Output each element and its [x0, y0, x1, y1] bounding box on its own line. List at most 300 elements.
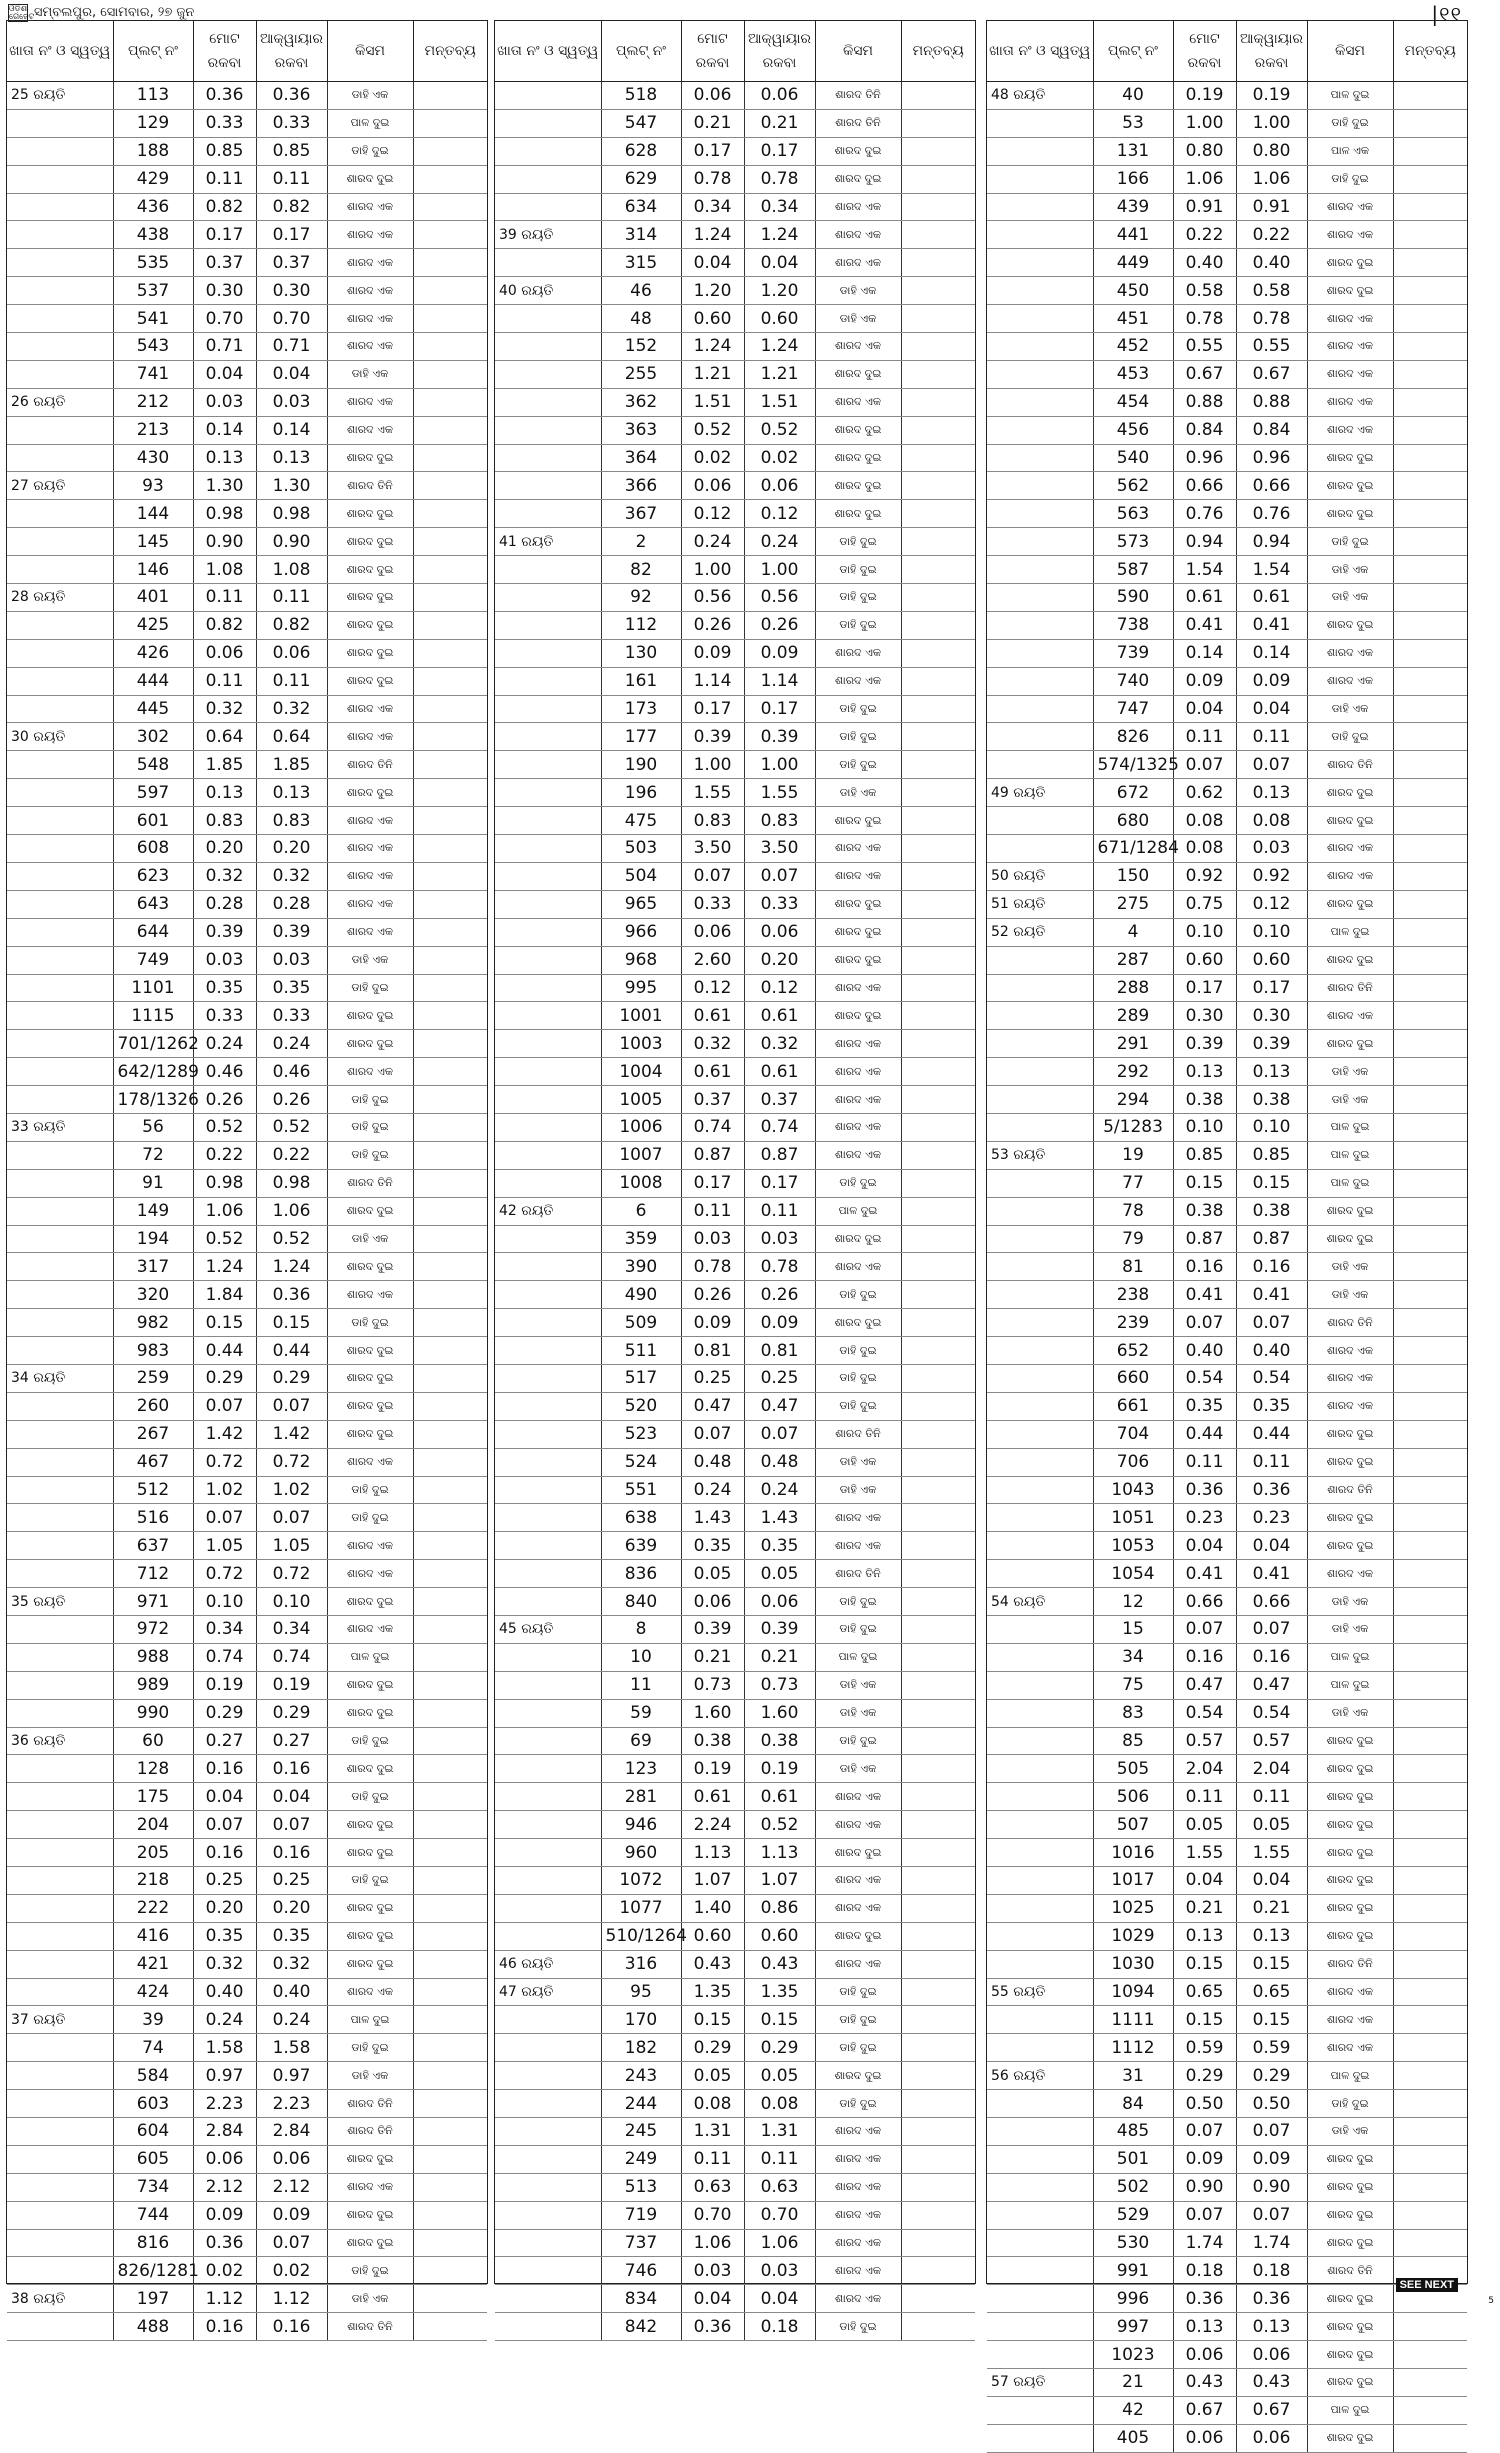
total-area-cell: 0.11: [193, 165, 256, 193]
plot-cell: 259: [113, 1364, 193, 1392]
remarks-cell: [901, 1755, 975, 1783]
table-row: [987, 1699, 1467, 1727]
account-cell: [987, 277, 1093, 305]
acquired-area-cell: 1.31: [744, 2118, 815, 2146]
total-area-cell: 0.67: [1173, 2396, 1236, 2424]
account-cell: 35 ରୟତି: [7, 1588, 113, 1616]
plot-cell: 60: [113, 1727, 193, 1755]
total-area-cell: 0.78: [681, 165, 744, 193]
total-area-cell: 0.36: [1173, 1476, 1236, 1504]
total-area-cell: 0.60: [681, 1922, 744, 1950]
account-cell: [7, 946, 113, 974]
remarks-cell: [901, 1420, 975, 1448]
remarks-cell: [413, 221, 487, 249]
table-row: [7, 723, 487, 751]
kind-cell: ଡାହି ଦୁଇ: [1307, 528, 1393, 556]
plot-cell: 291: [1093, 1030, 1173, 1058]
table-row: [495, 1448, 975, 1476]
remarks-cell: [413, 1727, 487, 1755]
table-row: [495, 1894, 975, 1922]
total-area-cell: 0.06: [1173, 2341, 1236, 2369]
table-row: [495, 946, 975, 974]
plot-cell: 1017: [1093, 1867, 1173, 1895]
account-cell: [495, 1671, 601, 1699]
total-area-cell: 0.50: [1173, 2090, 1236, 2118]
remarks-cell: [413, 360, 487, 388]
remarks-cell: [901, 109, 975, 137]
acquired-area-cell: 1.21: [744, 360, 815, 388]
total-area-cell: 1.14: [681, 667, 744, 695]
table-row: [495, 1532, 975, 1560]
account-cell: [7, 611, 113, 639]
remarks-cell: [1393, 221, 1467, 249]
acquired-area-cell: 0.65: [1236, 1978, 1307, 2006]
table-row: [7, 2006, 487, 2034]
total-area-cell: 0.29: [1173, 2062, 1236, 2090]
kind-cell: ଶାରଦ ଏକ: [327, 193, 413, 221]
acquired-area-cell: 0.67: [1236, 360, 1307, 388]
acquired-area-cell: 0.32: [256, 862, 327, 890]
table-row: [7, 221, 487, 249]
acquired-area-cell: 1.85: [256, 751, 327, 779]
kind-cell: ଡାହି ଦୁଇ: [327, 1141, 413, 1169]
acquired-area-cell: 1.42: [256, 1420, 327, 1448]
total-area-cell: 1.30: [193, 472, 256, 500]
total-area-cell: 0.47: [1173, 1671, 1236, 1699]
total-area-cell: 0.27: [193, 1727, 256, 1755]
acquired-area-cell: 0.35: [256, 974, 327, 1002]
acquired-area-cell: 0.10: [256, 1588, 327, 1616]
total-area-cell: 0.54: [1173, 1699, 1236, 1727]
remarks-cell: [413, 807, 487, 835]
col-header-kind: କିସମ: [1307, 21, 1393, 82]
total-area-cell: 1.54: [1173, 556, 1236, 584]
total-area-cell: 0.08: [1173, 835, 1236, 863]
account-cell: [7, 2034, 113, 2062]
kind-cell: ଶାରଦ ଦୁଇ: [815, 807, 901, 835]
kind-cell: ପାଳ ଦୁଇ: [1307, 1141, 1393, 1169]
plot-cell: 177: [601, 723, 681, 751]
kind-cell: ଶାରଦ ଦୁଇ: [327, 1253, 413, 1281]
total-area-cell: 0.10: [1173, 1113, 1236, 1141]
kind-cell: ଡାହି ଏକ: [327, 2285, 413, 2313]
acquired-area-cell: 0.09: [256, 2201, 327, 2229]
kind-cell: ଶାରଦ ଦୁଇ: [815, 946, 901, 974]
table-row: [495, 1699, 975, 1727]
kind-cell: ଶାରଦ ଏକ: [327, 862, 413, 890]
kind-cell: ଶାରଦ ଦୁଇ: [327, 500, 413, 528]
acquired-area-cell: 0.70: [256, 305, 327, 333]
table-row: [7, 1783, 487, 1811]
plot-cell: 243: [601, 2062, 681, 2090]
plot-cell: 997: [1093, 2313, 1173, 2341]
account-cell: [987, 1867, 1093, 1895]
kind-cell: ଶାରଦ ଦୁଇ: [815, 360, 901, 388]
account-cell: [987, 2313, 1093, 2341]
table-row: [7, 611, 487, 639]
remarks-cell: [1393, 1643, 1467, 1671]
total-area-cell: 0.58: [1173, 277, 1236, 305]
plot-cell: 1077: [601, 1894, 681, 1922]
table-row: [7, 2173, 487, 2201]
acquired-area-cell: 2.84: [256, 2118, 327, 2146]
account-cell: [7, 1392, 113, 1420]
acquired-area-cell: 0.80: [1236, 137, 1307, 165]
plot-cell: 1004: [601, 1058, 681, 1086]
plot-cell: 1001: [601, 1002, 681, 1030]
kind-cell: ଶାରଦ ଦୁଇ: [327, 1392, 413, 1420]
remarks-cell: [1393, 1783, 1467, 1811]
account-cell: 39 ରୟତି: [495, 221, 601, 249]
account-cell: [7, 2173, 113, 2201]
remarks-cell: [901, 1783, 975, 1811]
plot-cell: 749: [113, 946, 193, 974]
total-area-cell: 0.32: [193, 1950, 256, 1978]
total-area-cell: 0.64: [193, 723, 256, 751]
acquired-area-cell: 0.44: [1236, 1420, 1307, 1448]
total-area-cell: 1.60: [681, 1699, 744, 1727]
remarks-cell: [413, 1225, 487, 1253]
acquired-area-cell: 0.52: [256, 1225, 327, 1253]
kind-cell: ଶାରଦ ଦୁଇ: [1307, 2145, 1393, 2173]
account-cell: [495, 918, 601, 946]
table-row: [7, 277, 487, 305]
acquired-area-cell: 1.24: [744, 333, 815, 361]
total-area-cell: 0.46: [193, 1058, 256, 1086]
acquired-area-cell: 0.11: [744, 2145, 815, 2173]
account-cell: [495, 1309, 601, 1337]
plot-cell: 441: [1093, 221, 1173, 249]
kind-cell: ଶାରଦ ତିନି: [1307, 1309, 1393, 1337]
account-cell: [7, 862, 113, 890]
account-cell: [7, 667, 113, 695]
account-cell: [987, 807, 1093, 835]
total-area-cell: 0.25: [681, 1364, 744, 1392]
remarks-cell: [1393, 2229, 1467, 2257]
acquired-area-cell: 0.40: [1236, 249, 1307, 277]
table-row: [987, 1783, 1467, 1811]
account-cell: [987, 835, 1093, 863]
table-row: [495, 305, 975, 333]
remarks-cell: [901, 1699, 975, 1727]
table-row: [987, 1504, 1467, 1532]
table-row: [495, 1783, 975, 1811]
kind-cell: ଶାରଦ ଦୁଇ: [815, 472, 901, 500]
kind-cell: ଶାରଦ ଏକ: [327, 1615, 413, 1643]
kind-cell: ଡାହି ଦୁଇ: [327, 1476, 413, 1504]
acquired-area-cell: 0.32: [744, 1030, 815, 1058]
total-area-cell: 1.12: [193, 2285, 256, 2313]
account-cell: [987, 1671, 1093, 1699]
table-row: [495, 862, 975, 890]
acquired-area-cell: 0.04: [744, 249, 815, 277]
total-area-cell: 0.71: [193, 333, 256, 361]
plot-cell: 166: [1093, 165, 1173, 193]
acquired-area-cell: 0.36: [1236, 1476, 1307, 1504]
total-area-cell: 0.60: [681, 305, 744, 333]
account-cell: 56 ରୟତି: [987, 2062, 1093, 2090]
plot-cell: 292: [1093, 1058, 1173, 1086]
account-cell: [495, 472, 601, 500]
table-row: [987, 1727, 1467, 1755]
table-row: [7, 388, 487, 416]
plot-cell: 31: [1093, 2062, 1173, 2090]
total-area-cell: 0.06: [681, 1588, 744, 1616]
account-cell: [495, 1532, 601, 1560]
plot-cell: 46: [601, 277, 681, 305]
remarks-cell: [1393, 779, 1467, 807]
kind-cell: ଶାରଦ ଏକ: [815, 1113, 901, 1141]
table-row: [7, 1978, 487, 2006]
acquired-area-cell: 0.19: [744, 1755, 815, 1783]
plot-cell: 608: [113, 835, 193, 863]
plot-cell: 551: [601, 1476, 681, 1504]
remarks-cell: [413, 1811, 487, 1839]
account-cell: [7, 1030, 113, 1058]
acquired-area-cell: 0.63: [744, 2173, 815, 2201]
acquired-area-cell: 0.84: [1236, 416, 1307, 444]
account-cell: [7, 528, 113, 556]
total-area-cell: 0.15: [1173, 1169, 1236, 1197]
kind-cell: ଶାରଦ ଦୁଇ: [327, 1420, 413, 1448]
kind-cell: ଶାରଦ ତିନି: [815, 1560, 901, 1588]
kind-cell: ଶାରଦ ଦୁଇ: [327, 1811, 413, 1839]
acquired-area-cell: 0.96: [1236, 444, 1307, 472]
remarks-cell: [901, 2006, 975, 2034]
table-row: [7, 82, 487, 110]
remarks-cell: [1393, 1225, 1467, 1253]
kind-cell: ଶାରଦ ଏକ: [815, 2201, 901, 2229]
total-area-cell: 0.09: [681, 1309, 744, 1337]
table-row: [495, 2145, 975, 2173]
remarks-cell: [413, 1755, 487, 1783]
plot-cell: 590: [1093, 584, 1173, 612]
remarks-cell: [413, 1615, 487, 1643]
acquired-area-cell: 0.72: [256, 1448, 327, 1476]
kind-cell: ଡାହି ଦୁଇ: [1307, 723, 1393, 751]
kind-cell: ଡାହି ଏକ: [815, 1476, 901, 1504]
plot-cell: 152: [601, 333, 681, 361]
total-area-cell: 0.43: [681, 1950, 744, 1978]
acquired-area-cell: 1.06: [744, 2229, 815, 2257]
table-row: [495, 667, 975, 695]
account-cell: [987, 2396, 1093, 2424]
acquired-area-cell: 1.06: [1236, 165, 1307, 193]
table-row: [495, 1141, 975, 1169]
plot-cell: 511: [601, 1337, 681, 1365]
table-row: [7, 890, 487, 918]
account-cell: [987, 137, 1093, 165]
plot-cell: 530: [1093, 2229, 1173, 2257]
account-cell: [987, 1309, 1093, 1337]
acquired-area-cell: 0.61: [1236, 584, 1307, 612]
total-area-cell: 0.14: [1173, 639, 1236, 667]
plot-cell: 69: [601, 1727, 681, 1755]
table-row: [7, 1867, 487, 1895]
plot-cell: 503: [601, 835, 681, 863]
remarks-cell: [1393, 2341, 1467, 2369]
account-cell: [495, 82, 601, 110]
total-area-cell: 0.04: [1173, 1532, 1236, 1560]
total-area-cell: 0.43: [1173, 2369, 1236, 2397]
kind-cell: ଡାହି ଏକ: [1307, 1253, 1393, 1281]
kind-cell: ଡାହି ଦୁଇ: [815, 611, 901, 639]
kind-cell: ଡାହି ଏକ: [1307, 1615, 1393, 1643]
table-row: [495, 1086, 975, 1114]
acquired-area-cell: 0.41: [1236, 1281, 1307, 1309]
plot-cell: 741: [113, 360, 193, 388]
plot-cell: 454: [1093, 388, 1173, 416]
table-row: [7, 1337, 487, 1365]
table-row: [987, 1839, 1467, 1867]
total-area-cell: 0.04: [193, 1783, 256, 1811]
acquired-area-cell: 0.87: [1236, 1225, 1307, 1253]
table-row: [495, 2090, 975, 2118]
account-cell: [495, 1448, 601, 1476]
total-area-cell: 0.36: [1173, 2285, 1236, 2313]
kind-cell: ପାଳ ଦୁଇ: [1307, 2396, 1393, 2424]
remarks-cell: [901, 835, 975, 863]
acquired-area-cell: 0.66: [1236, 1588, 1307, 1616]
acquired-area-cell: 0.07: [1236, 1309, 1307, 1337]
table-row: [7, 946, 487, 974]
acquired-area-cell: 0.98: [256, 500, 327, 528]
plot-cell: 92: [601, 584, 681, 612]
account-cell: [987, 1392, 1093, 1420]
kind-cell: ଶାରଦ ଏକ: [327, 890, 413, 918]
kind-cell: ଶାରଦ ଦୁଇ: [815, 1225, 901, 1253]
total-area-cell: 1.24: [193, 1253, 256, 1281]
acquired-area-cell: 0.74: [256, 1643, 327, 1671]
plot-cell: 178/1326: [113, 1086, 193, 1114]
kind-cell: ଶାରଦ ଏକ: [327, 1058, 413, 1086]
account-cell: [7, 1002, 113, 1030]
account-cell: [7, 1950, 113, 1978]
kind-cell: ଶାରଦ ଦୁଇ: [327, 1699, 413, 1727]
acquired-area-cell: 0.27: [256, 1727, 327, 1755]
table-row: [495, 1476, 975, 1504]
table-row: [987, 82, 1467, 110]
total-area-cell: 0.34: [193, 1615, 256, 1643]
plot-cell: 1023: [1093, 2341, 1173, 2369]
kind-cell: ଶାରଦ ଏକ: [815, 193, 901, 221]
account-cell: [7, 221, 113, 249]
col-header-account: ଖାତା ନଂ ଓ ସ୍ୱତ୍ୱ: [7, 21, 113, 82]
plot-cell: 991: [1093, 2257, 1173, 2285]
plot-cell: 1006: [601, 1113, 681, 1141]
plot-cell: 990: [113, 1699, 193, 1727]
total-area-cell: 0.13: [1173, 2313, 1236, 2341]
account-cell: [987, 946, 1093, 974]
account-cell: [7, 444, 113, 472]
account-cell: 52 ରୟତି: [987, 918, 1093, 946]
acquired-area-cell: 0.92: [1236, 862, 1307, 890]
table-row: [495, 1615, 975, 1643]
plot-cell: 842: [601, 2313, 681, 2341]
acquired-area-cell: 0.39: [256, 918, 327, 946]
plot-cell: 449: [1093, 249, 1173, 277]
remarks-cell: [1393, 416, 1467, 444]
total-area-cell: 1.84: [193, 1281, 256, 1309]
account-cell: [987, 165, 1093, 193]
kind-cell: ଶାରଦ ଦୁଇ: [1307, 1783, 1393, 1811]
total-area-cell: 0.40: [193, 1978, 256, 2006]
total-area-cell: 0.66: [1173, 472, 1236, 500]
total-area-cell: 0.81: [681, 1337, 744, 1365]
kind-cell: ଶାରଦ ଏକ: [1307, 1337, 1393, 1365]
acquired-area-cell: 0.41: [1236, 1560, 1307, 1588]
kind-cell: ଶାରଦ ଦୁଇ: [1307, 1755, 1393, 1783]
acquired-area-cell: 0.85: [1236, 1141, 1307, 1169]
acquired-area-cell: 0.09: [744, 1309, 815, 1337]
acquired-area-cell: 0.56: [744, 584, 815, 612]
land-table: [495, 21, 975, 2341]
plot-cell: 513: [601, 2173, 681, 2201]
remarks-cell: [413, 1588, 487, 1616]
kind-cell: ଶାରଦ ଦୁଇ: [1307, 1811, 1393, 1839]
table-row: [495, 109, 975, 137]
table-row: [495, 1253, 975, 1281]
account-cell: [7, 360, 113, 388]
account-cell: 53 ରୟତି: [987, 1141, 1093, 1169]
acquired-area-cell: 0.07: [256, 2229, 327, 2257]
remarks-cell: [413, 1030, 487, 1058]
table-row: [7, 249, 487, 277]
col-header-acquired-area: ଆକ୍ୱାୟାର ରକବା: [256, 21, 327, 82]
total-area-cell: 0.07: [681, 862, 744, 890]
remarks-cell: [413, 1253, 487, 1281]
plot-cell: 505: [1093, 1755, 1173, 1783]
remarks-cell: [413, 835, 487, 863]
kind-cell: ଶାରଦ ଦୁଇ: [1307, 1197, 1393, 1225]
kind-cell: ଡାହି ଏକ: [1307, 584, 1393, 612]
kind-cell: ଶାରଦ ଏକ: [1307, 667, 1393, 695]
table-row: [987, 2396, 1467, 2424]
account-cell: [495, 695, 601, 723]
acquired-area-cell: 0.07: [1236, 1615, 1307, 1643]
kind-cell: ଶାରଦ ଦୁଇ: [1307, 2424, 1393, 2452]
kind-cell: ଶାରଦ ଏକ: [327, 723, 413, 751]
plot-cell: 363: [601, 416, 681, 444]
total-area-cell: 0.63: [681, 2173, 744, 2201]
acquired-area-cell: 0.29: [744, 2034, 815, 2062]
remarks-cell: [1393, 360, 1467, 388]
total-area-cell: 1.40: [681, 1894, 744, 1922]
acquired-area-cell: 0.03: [744, 2257, 815, 2285]
table-row: [495, 1002, 975, 1030]
table-row: [987, 1281, 1467, 1309]
total-area-cell: 0.09: [1173, 2145, 1236, 2173]
plot-cell: 74: [113, 2034, 193, 2062]
plot-cell: 238: [1093, 1281, 1173, 1309]
account-cell: [7, 1225, 113, 1253]
acquired-area-cell: 0.57: [1236, 1727, 1307, 1755]
account-cell: [495, 974, 601, 1002]
total-area-cell: 0.78: [1173, 305, 1236, 333]
kind-cell: ଡାହି ଦୁଇ: [815, 723, 901, 751]
account-cell: [495, 1839, 601, 1867]
remarks-cell: [413, 695, 487, 723]
total-area-cell: 0.13: [1173, 1058, 1236, 1086]
account-cell: [7, 165, 113, 193]
table-row: [987, 2006, 1467, 2034]
acquired-area-cell: 0.61: [744, 1002, 815, 1030]
kind-cell: ପାଳ ଦୁଇ: [1307, 1169, 1393, 1197]
kind-cell: ଶାରଦ ଏକ: [815, 249, 901, 277]
acquired-area-cell: 0.35: [256, 1922, 327, 1950]
kind-cell: ପାଳ ଦୁଇ: [815, 1197, 901, 1225]
total-area-cell: 2.04: [1173, 1755, 1236, 1783]
